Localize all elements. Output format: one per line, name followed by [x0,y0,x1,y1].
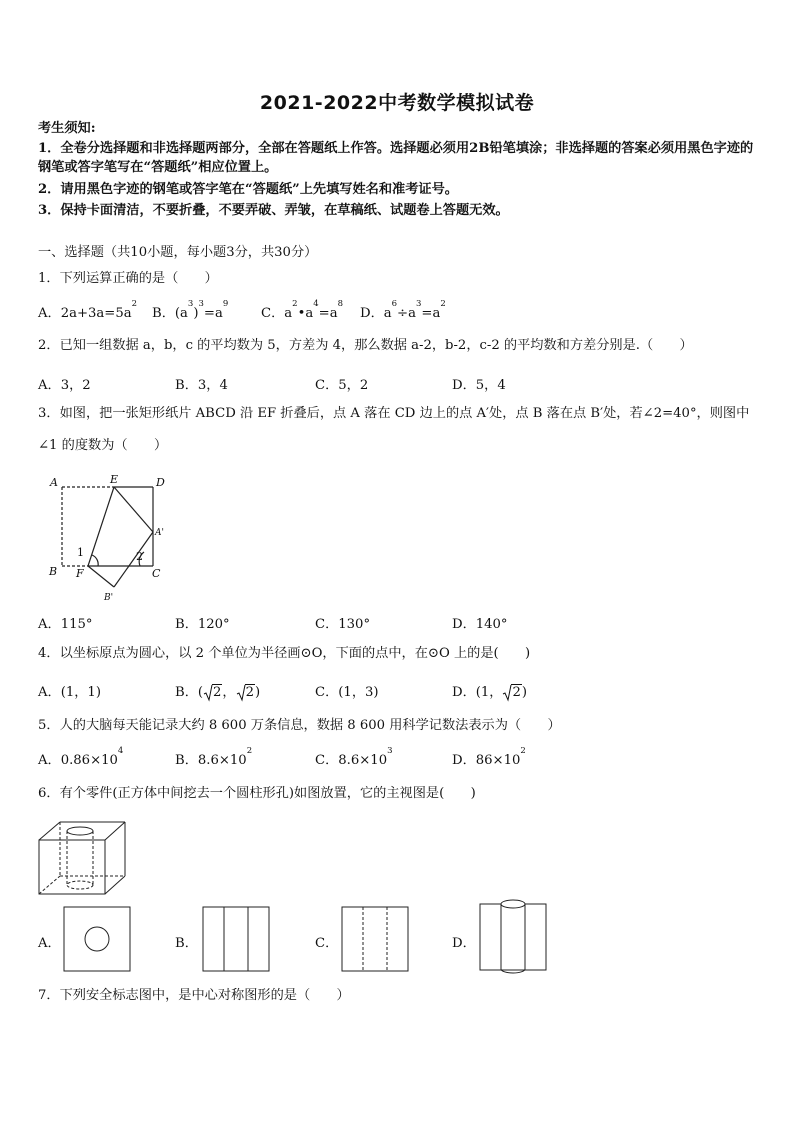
q3-option-b: B．120° [175,617,230,632]
q1-option-b: B．$(a^3)^3=a^9$ [152,299,229,321]
q5-option-d: D．$86\times 10^2$ [452,746,526,768]
q1-option-c: C．$a^2•a^4=a^8$ [261,299,343,321]
q5-option-c: C．$8.6\times 10^3$ [315,746,393,768]
q2-stem: 2．已知一组数据 a，b，c 的平均数为 5，方差为 4，那么数据 a-2，b-2，c-2 的平均数和方差分别是.（ ） [38,338,693,353]
q4-option-a: A．(1，1) [38,685,101,700]
q6-option-a-label: A． [38,936,61,951]
q3-stem-line2: ∠1 的度数为（ ） [38,438,168,453]
section-heading: 一、选择题（共10小题，每小题3分，共30分） [38,245,318,260]
q6-option-d-figure [479,899,549,975]
q6-stem: 6．有个零件(正方体中间挖去一个圆柱形孔)如图放置，它的主视图是( ) [38,786,476,801]
q5-option-b: B．$8.6\times 10^2$ [175,746,253,768]
fold-rectangle-figure [40,470,180,600]
q2-option-c: C．5，2 [315,378,369,393]
label-b-prime: B' [104,593,114,600]
label-angle-2: 2 [136,550,143,563]
q4-option-d: D．(1， 2) [452,685,528,700]
label-c: C [152,567,161,580]
q6-option-a-figure [63,906,133,974]
label-a-prime: A' [155,528,164,538]
q3-option-d: D．140° [452,617,508,632]
q1-option-a: A．$2a+3a=5a^2$ [38,299,137,321]
q6-option-d-label: D． [452,936,476,951]
q6-option-c-label: C． [315,936,339,951]
sqrt-symbol: 2 [236,685,255,700]
label-e: E [110,473,119,486]
q4-stem: 4．以坐标原点为圆心，以 2 个单位为半径画⊙O，下面的点中，在⊙O 上的是( ) [38,646,531,661]
q2-option-a: A．3，2 [38,378,91,393]
q6-option-c-figure [341,906,411,974]
q3-stem-line1: 3．如图，把一张矩形纸片 ABCD 沿 EF 折叠后，点 A 落在 CD 边上的点 A′处，点 B 落在点 B′处，若∠2=40°，则图中 [38,406,750,421]
label-b: B [49,565,58,578]
q4-option-b: B．( 2， 2) [175,685,261,700]
notice-item-2: 2．请用黑色字迹的钢笔或答字笔在“答题纸”上先填写姓名和准考证号。 [38,182,458,197]
sqrt-symbol: 2 [502,685,521,700]
sqrt-symbol: 2 [203,685,222,700]
q7-stem: 7．下列安全标志图中，是中心对称图形的是（ ） [38,988,350,1003]
q5-option-a: A．$0.86\times 10^4$ [38,746,124,768]
label-a: A [50,476,58,489]
notice-item-1: 1．全卷分选择题和非选择题两部分，全部在答题纸上作答。选择题必须用2B铅笔填涂；非选择题的答案必须用黑色字迹的钢笔或答字笔写在“答题纸”相应位置上。 [38,141,754,175]
page-title: 2021-2022中考数学模拟试卷 [259,92,535,114]
notice-item-3: 3．保持卡面清洁，不要折叠，不要弄破、弄皱，在草稿纸、试题卷上答题无效。 [38,203,509,218]
q3-option-c: C．130° [315,617,371,632]
q2-option-b: B．3，4 [175,378,228,393]
label-f: F [76,567,84,580]
q4-option-c: C．(1，3) [315,685,379,700]
notice-heading: 考生须知: [38,121,96,136]
q3-option-a: A．115° [38,617,93,632]
q1-stem: 1．下列运算正确的是（ ） [38,271,218,286]
q2-option-d: D．5，4 [452,378,506,393]
q1-option-d: D．$a^6\div a^3=a^2$ [360,299,446,321]
label-angle-1: 1 [77,546,84,559]
cube-with-hole-figure [38,818,128,898]
q6-option-b-label: B． [175,936,198,951]
label-d: D [156,476,165,489]
q6-option-b-figure [202,906,272,974]
q5-stem: 5．人的大脑每天能记录大约 8 600 万条信息，数据 8 600 用科学记数法表示为（ ） [38,718,561,733]
